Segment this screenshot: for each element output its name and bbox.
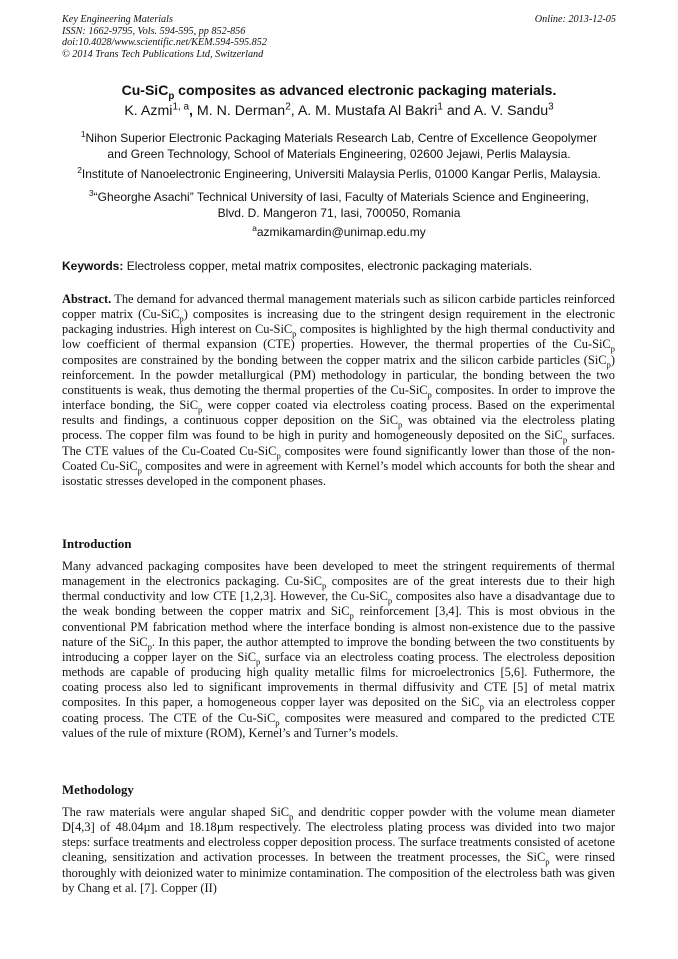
section-heading-introduction: Introduction [62, 537, 132, 551]
author-name: M. N. Derman [196, 103, 286, 119]
journal-header [62, 14, 616, 60]
journal-doi: doi:10.4028/www.scientific.net/KEM.594-595.852 [62, 37, 267, 49]
online-date: Online: 2013-12-05 [534, 14, 616, 25]
keywords-label: Keywords: [62, 259, 124, 273]
author-email: $^a$azmikamardin@unimap.edu.my [252, 223, 426, 239]
journal-issn: ISSN: 1662-9795, Vols. 594-595, pp 852-856 [62, 25, 246, 37]
affiliation-3: $^3$“Gheorghe Asachi” Technical University of Iasi, Faculty of Materials Science and Engineering, Blvd. D. Mangeron 71, Iasi, 700050, Romania [88, 188, 590, 220]
abstract: Abstract. The demand for advanced thermal management materials such as silicon carbide particles reinforced copper matrix (Cu-SiC$_p$) composites is increasing due to the stringent design requirement in the electronic packaging industries. High interest on Cu-SiC$_p$ composites is highlighted by the high thermal conductivity and low coefficient of thermal expansion (CTE) properties. However, the thermal properties of the Cu-SiC$_p$ composites are constrained by the bonding between the copper matrix and the silicon carbide particles (SiC$_p$) reinforcement. In the powder metallurgical (PM) methodology in particular, the bonding between the two constituents is weak, thus demoting the thermal properties of the Cu-SiC$_p$ composites. In order to improve the interface bonding, the SiC$_p$ were copper coated via electroless coating process. Based on the experimental results and findings, a continuous copper deposition on the SiC$_p$ was obtained via the electroless plating process. The copper film was found to be high in purity and homogeneously deposited on the SiC$_p$ surfaces. The CTE values of the Cu-Coated Cu-SiC$_p$ composites were found significantly lower than those of the non-Coated Cu-SiC$_p$ composites and were in agreement with Kernel’s model which accounts for both the shear and isostatic stresses developed in the component phases. [62, 292, 615, 488]
author-name: K. Azmi [124, 103, 173, 119]
author-name: A. V. Sandu [473, 103, 549, 119]
introduction-paragraph: Many advanced packaging composites have been developed to meet the stringent requirements of thermal management in the electronics packaging. Cu-SiC$_p$ composites are of the great interests due to their high thermal conductivity and low CTE [1,2,3]. However, the Cu-SiC$_p$ composites also have a disadvantage due to the weak bonding between the copper matrix and SiC$_p$ reinforcement [3,4]. This is most obvious in the conventional PM fabrication method where the interface bonding is almost non-existence due to the passive nature of the SiC$_p$. In this paper, the author attempted to improve the bonding between the two constituents by introducing a copper layer on the SiC$_p$ surface via an electroless coating process. The electroless deposition methods are capable of producing high quality metallic films for microelectronics [5,6]. Futhermore, the coating process also led to significant improvements in thermal diffusivity and CTE [5] of metal matrix composites. In this paper, a homogeneous copper layer was deposited on the SiC$_p$ via an electroless copper coating process. The CTE of the Cu-SiC$_p$ composites were measured and compared to the predicted CTE values of the rule of mixture (ROM), Kernel’s and Turner’s models. [62, 559, 616, 740]
methodology-paragraph: The raw materials were angular shaped SiC$_p$ and dendritic copper powder with the volume mean diameter D[4,3] of 48.04µm and 18.18µm respectively. The electroless plating process was divided into two major steps: surface treatments and electroless copper deposition process. The surface treatments consisted of acetone cleaning, sensitization and activation processes. In between the treatment processes, the SiC$_p$ were rinsed thoroughly with deionized water to minimize contamination. The composition of the electroless bath was given by Chang et al. [7]. Copper (II) [62, 805, 615, 895]
keywords: Keywords: Electroless copper, metal matrix composites, electronic packaging materials. [62, 259, 533, 273]
author-name: A. M. Mustafa Al Bakri [297, 103, 438, 119]
journal-name: Key Engineering Materials [62, 14, 173, 25]
abstract-label: Abstract. [62, 292, 112, 306]
author-list: K. Azmi$^{1, a}$, M. N. Derman$^2$, A. M. Mustafa Al Bakri$^1$ and A. V. Sandu$^3$ [124, 101, 554, 119]
affiliation-1: $^1$Nihon Superior Electronic Packaging Materials Research Lab, Centre of Excellence Geopolymer and Green Technology, School of Materials Engineering, 02600 Jejawi, Perlis Malaysia. [80, 129, 598, 161]
journal-copyright: © 2014 Trans Tech Publications Ltd, Switzerland [62, 48, 264, 60]
paper-title: Cu-SiC$_p$ composites as advanced electronic packaging materials. [121, 82, 557, 102]
affiliation-2: $^2$Institute of Nanoelectronic Engineering, Universiti Malaysia Perlis, 01000 Kangar Perlis, Malaysia. [77, 165, 601, 181]
section-heading-methodology: Methodology [62, 783, 134, 797]
